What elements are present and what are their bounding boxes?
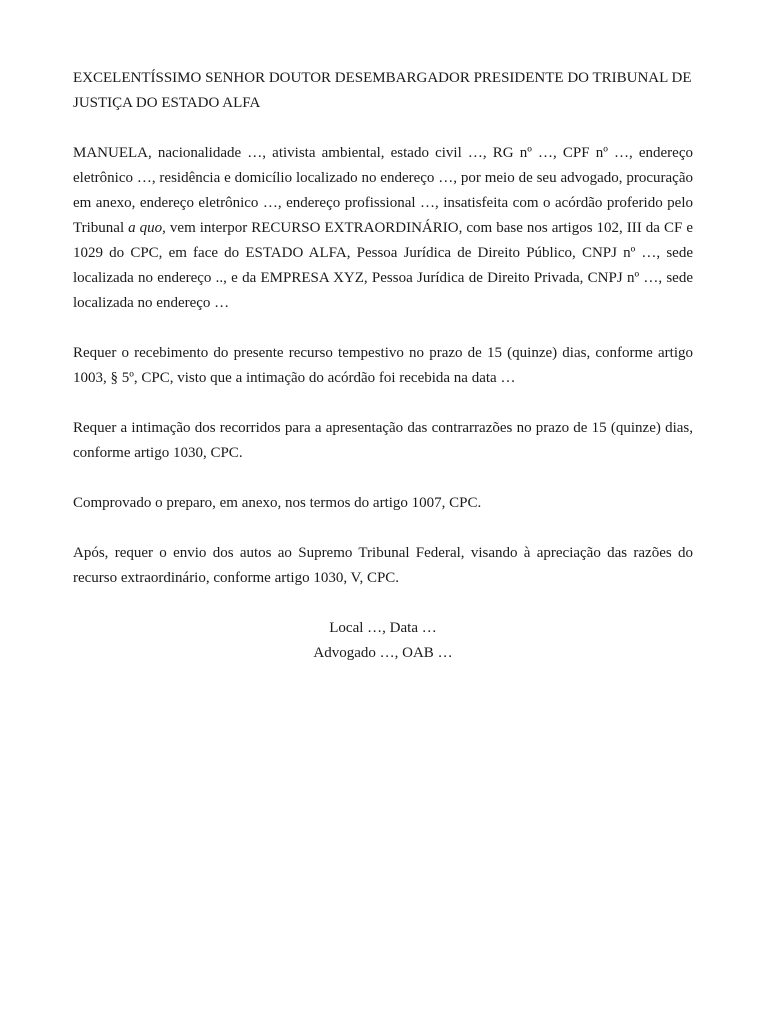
paragraph-envio-autos: Após, requer o envio dos autos ao Supremo Tribunal Federal, visando à apreciação das razões do recurso extraordinário, conforme artigo 1030, V, CPC. <box>73 545 693 586</box>
document-page <box>73 66 693 666</box>
paragraph-tempestividade: Requer o recebimento do presente recurso tempestivo no prazo de 15 (quinze) dias, conforme artigo 1003, § 5º, CPC, visto que a intimação do acórdão foi recebida na data … <box>73 345 693 386</box>
intro-paragraph <box>73 141 693 316</box>
place-date: Local …, Data … <box>329 620 437 636</box>
intro-text-start: MANUELA, nacionalidade …, ativista ambiental, estado civil …, RG nº …, CPF nº …, endereço eletrônico …, residência e domicílio localizado no endereço …, por meio de seu advogado, procuração em anexo, endereço eletrônico …, endereço profissional …, insatisfeita com o acórdão proferido pelo Tribunal <box>73 145 693 236</box>
signature-line: Advogado …, OAB … <box>313 645 453 661</box>
paragraph-preparo: Comprovado o preparo, em anexo, nos termos do artigo 1007, CPC. <box>73 495 482 511</box>
intro-text-end: , vem interpor RECURSO EXTRAORDINÁRIO, com base nos artigos 102, III da CF e 1029 do CPC, em face do ESTADO ALFA, Pessoa Jurídica de Direito Público, CNPJ nº …, sede localizada no endereço .., e da EMPRESA XYZ, Pessoa Jurídica de Direito Privada, CNPJ nº …, sede localizada no endereço … <box>73 220 693 311</box>
paragraph-contrarrazoes: Requer a intimação dos recorridos para a apresentação das contrarrazões no prazo de 15 (quinze) dias, conforme artigo 1030, CPC. <box>73 420 693 461</box>
document-heading: EXCELENTÍSSIMO SENHOR DOUTOR DESEMBARGADOR PRESIDENTE DO TRIBUNAL DE JUSTIÇA DO ESTADO ALFA <box>73 70 692 111</box>
intro-italic-term: a quo <box>128 220 163 236</box>
